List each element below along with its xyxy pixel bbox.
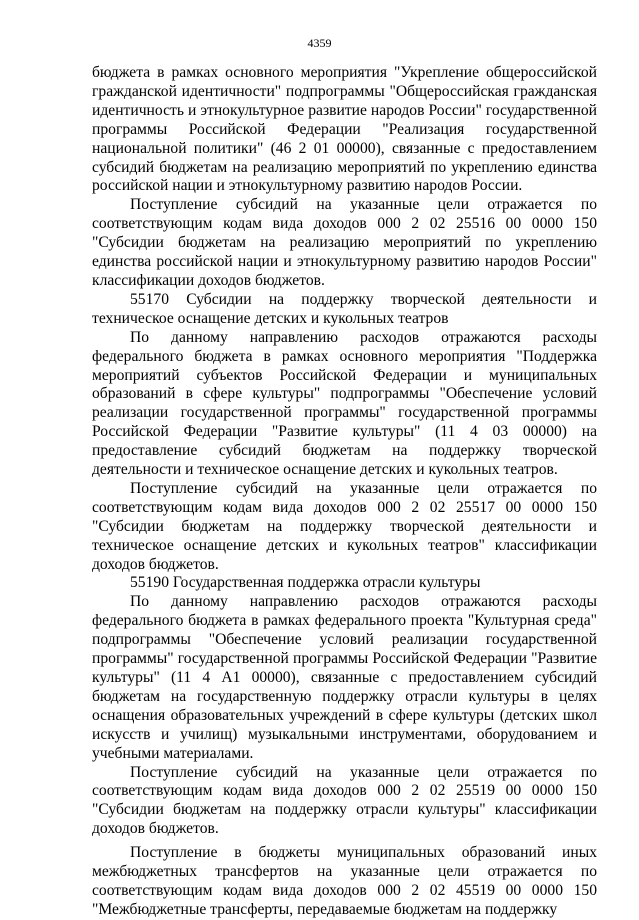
paragraph-budget-continuation: бюджета в рамках основного мероприятия "Укрепление общероссийской гражданской идентичности" подпрограммы "Общероссийская гражданская идентичность и этнокультурное развитие народов России" государственной программы Российской Федерации "Реализация государственной национальной политики" (46 2 01 00000), связанные с предоставлением субсидий бюджетам на реализацию мероприятий по укреплению единства российской нации и этнокультурному развитию народов России. (92, 64, 597, 195)
paragraph-receipt-25517: Поступление субсидий на указанные цели отражается по соответствующим кодам вида доходов 000 2 02 25517 00 0000 150 "Субсидии бюджетам на поддержку творческой деятельности и техническое оснащение детских и кукольных театров" классификации доходов бюджетов. (92, 479, 597, 573)
paragraph-receipt-25516: Поступление субсидий на указанные цели отражается по соответствующим кодам вида доходов 000 2 02 25516 00 0000 150 "Субсидии бюджетам на реализацию мероприятий по укреплению единства российской нации и этнокультурному развитию народов России" классификации доходов бюджетов. (92, 196, 597, 289)
heading-55170: 55170 Субсидии на поддержку творческой деятельности и техническое оснащение детских и кукольных театров (92, 290, 597, 327)
document-body (92, 64, 597, 920)
paragraph-expenses-55170: По данному направлению расходов отражаются расходы федерального бюджета в рамках основного мероприятия "Поддержка мероприятий субъектов Российской Федерации и муниципальных образований в сфере культуры" подпрограммы "Обеспечение условий реализации государственной программы" государственной программы Российской Федерации "Развитие культуры" (11 4 03 00000) на предоставление субсидий бюджетам на поддержку творческой деятельности и техническое оснащение детских и кукольных театров. (92, 328, 597, 479)
heading-55190: 55190 Государственная поддержка отрасли культуры (130, 574, 481, 592)
paragraph-receipt-45519: Поступление в бюджеты муниципальных образований иных межбюджетных трансфертов на указанные цели отражается по соответствующим кодам вида доходов 000 2 02 45519 00 0000 150 "Межбюджетные трансферты, передаваемые бюджетам на поддержку (92, 844, 597, 918)
paragraph-receipt-25519: Поступление субсидий на указанные цели отражается по соответствующим кодам вида доходов 000 2 02 25519 00 0000 150 "Субсидии бюджетам на поддержку отрасли культуры" классификации доходов бюджетов. (92, 763, 597, 838)
page-number: 4359 (307, 36, 332, 50)
paragraph-expenses-55190: По данному направлению расходов отражаются расходы федерального бюджета в рамках федерального проекта "Культурная среда" подпрограммы "Обеспечение условий реализации государственной программы" государственной программы Российской Федерации "Развитие культуры" (11 4 А1 00000), связанные с предоставлением субсидий бюджетам на государственную поддержку отрасли культуры в целях оснащения образовательных учреждений в сфере культуры (детских школ искусств и училищ) музыкальными инструментами, оборудованием и учебными материалами. (92, 593, 597, 762)
